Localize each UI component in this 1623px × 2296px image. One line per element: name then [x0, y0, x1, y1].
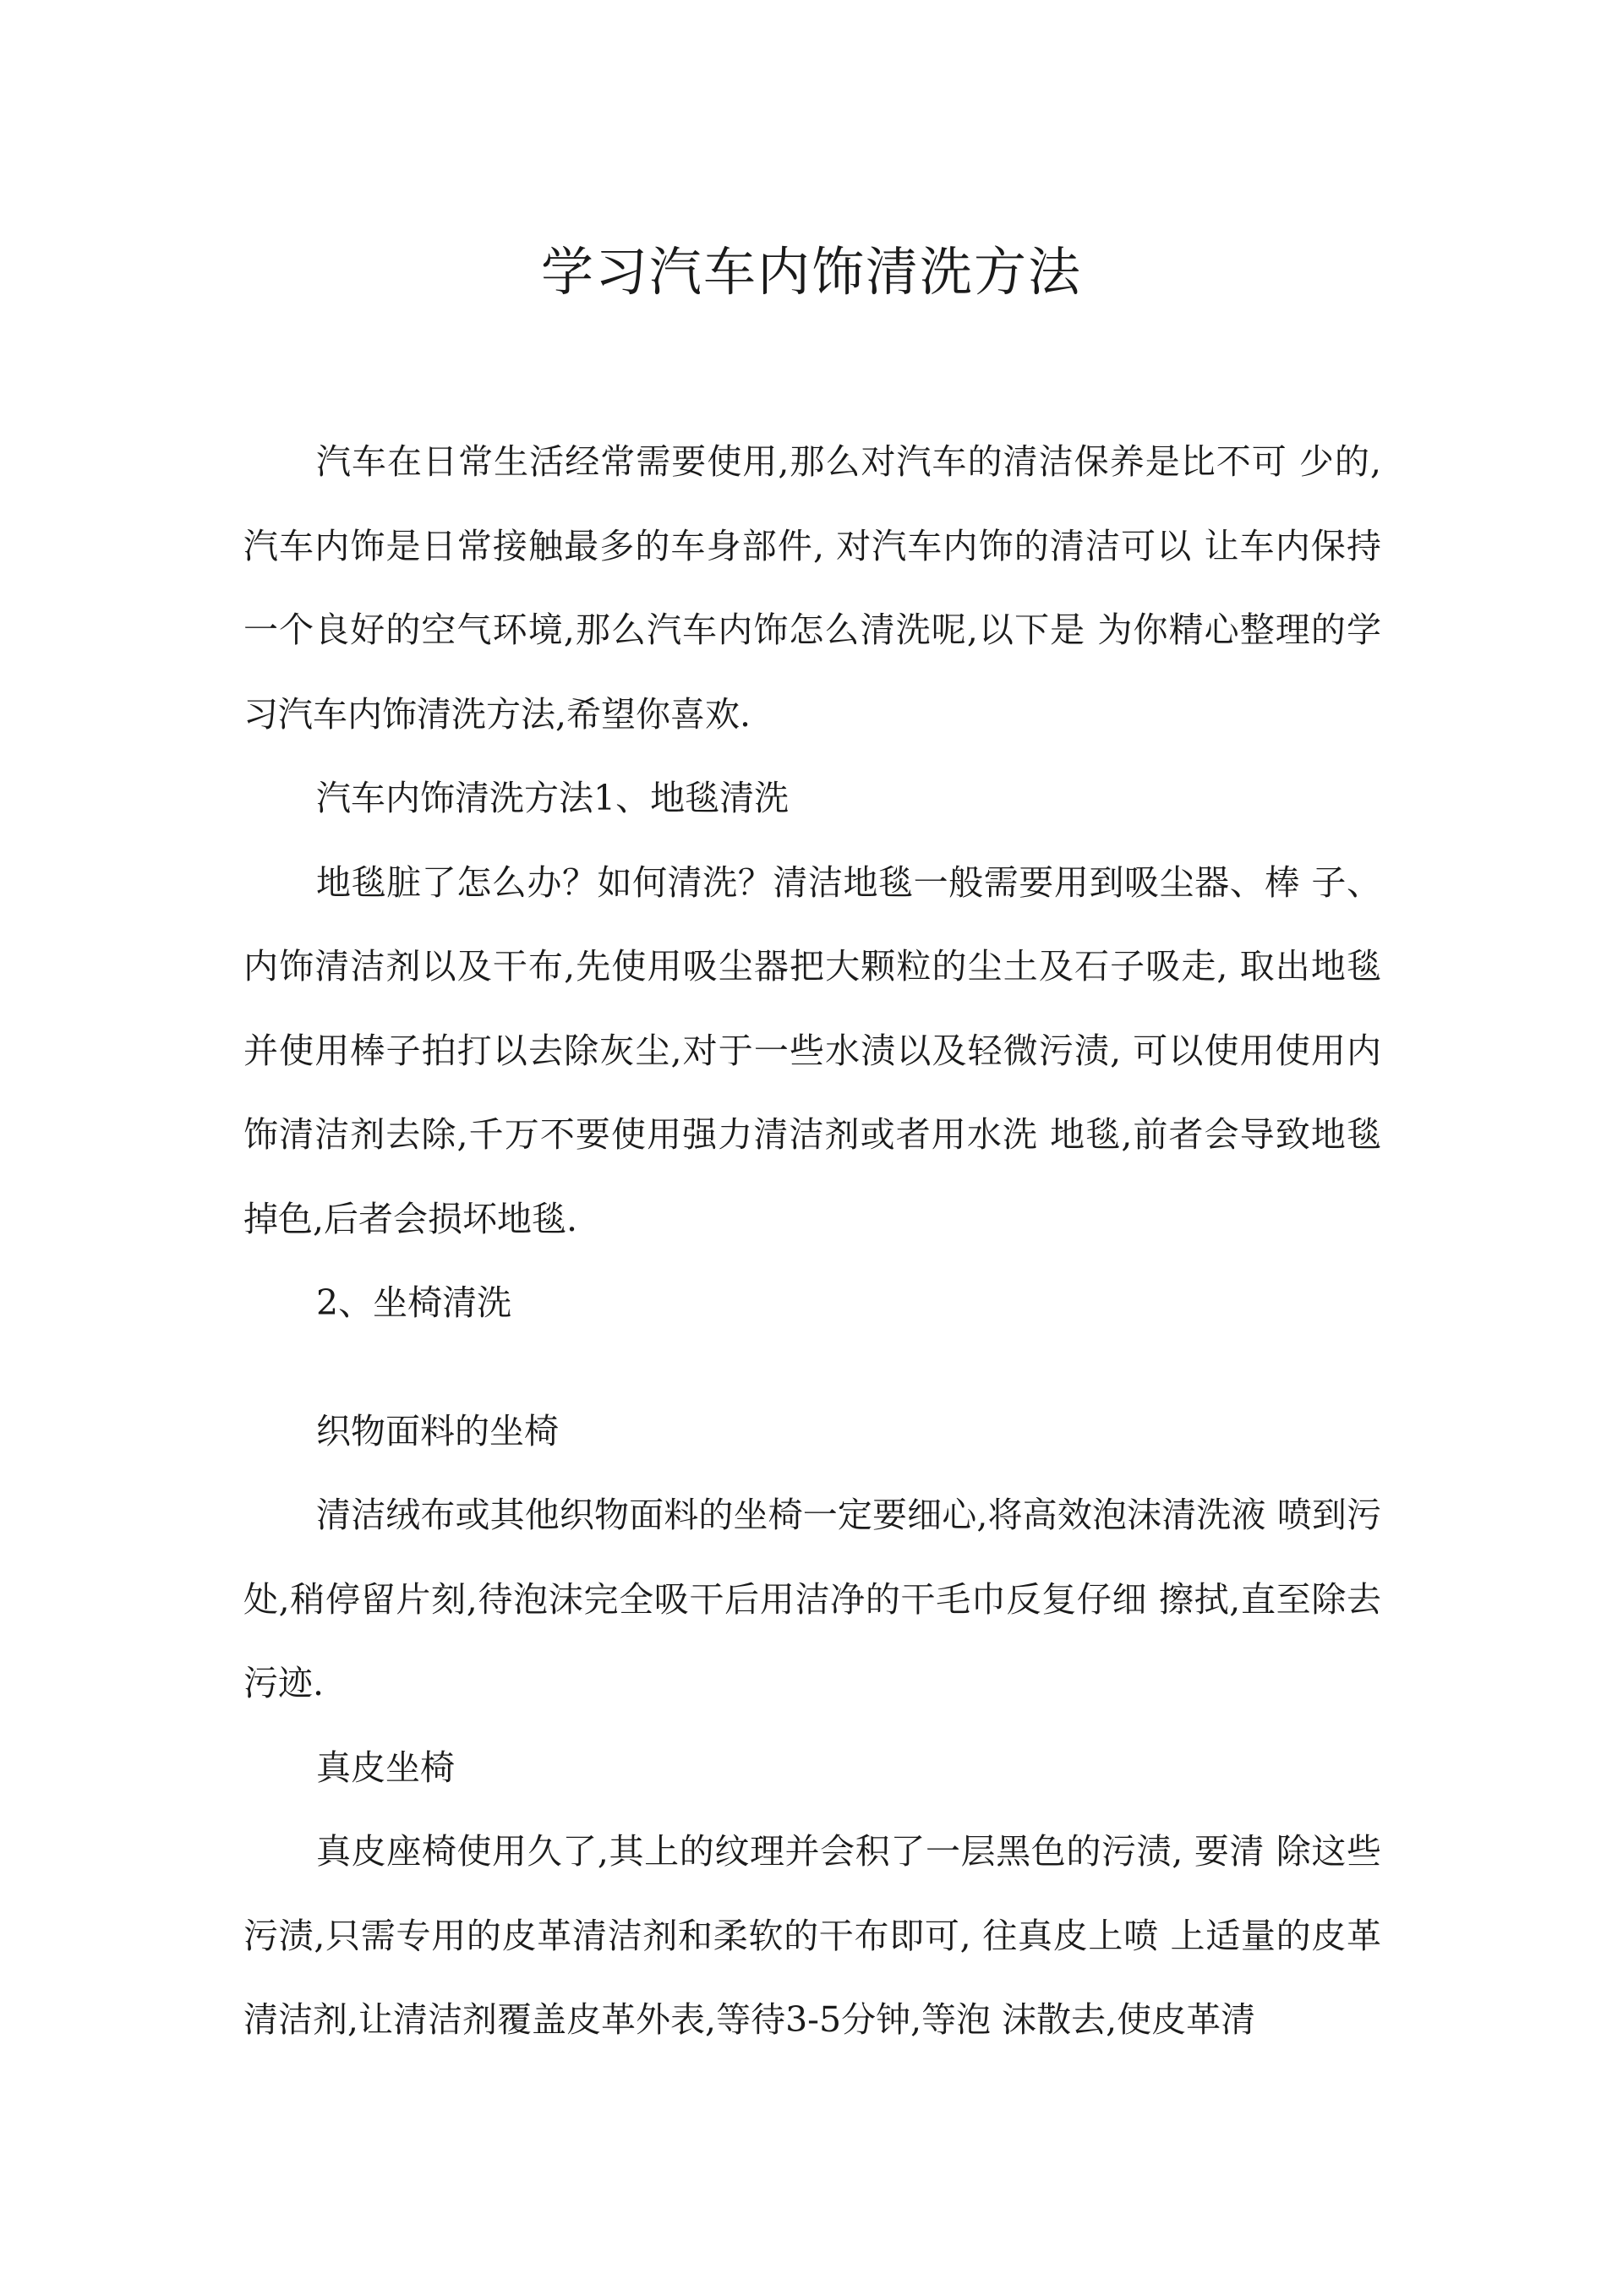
leather-seat-paragraph: 真皮座椅使用久了,其上的纹理并会积了一层黑色的污渍, 要清 除这些污渍,只需专用的皮革清洁剂和柔软的干布即可, 往真皮上喷 上适量的皮革清洁剂,让清洁剂覆盖皮革外表,等待3-5分钟,等泡 沫散去,使皮革清 — [243, 1831, 1381, 2040]
document-title: 学习汽车内饰清洗方法 — [540, 241, 1082, 303]
subheading-fabric-seat: 织物面料的坐椅 — [316, 1410, 559, 1451]
subheading-leather-seat: 真皮坐椅 — [316, 1747, 455, 1788]
section-heading-carpet: 汽车内饰清洗方法1、地毯清洗 — [316, 778, 790, 818]
document-body — [243, 420, 1381, 2063]
section-heading-seat: 2、坐椅清洗 — [316, 1282, 512, 1323]
intro-paragraph: 汽车在日常生活经常需要使用,那么对汽车的清洁保养是比不可 少的,汽车内饰是日常接触最多的车身部件, 对汽车内饰的清洁可以 让车内保持一个良好的空气环境,那么汽车内饰怎么清洗呢,以下是 为你精心整理的学习汽车内饰清洗方法,希望你喜欢. — [243, 441, 1381, 735]
carpet-paragraph: 地毯脏了怎么办？如何清洗？清洁地毯一般需要用到吸尘器、棒 子、内饰清洁剂以及干布,先使用吸尘器把大颗粒的尘土及石子吸走, 取出地毯并使用棒子拍打以去除灰尘,对于一些水渍以及轻微污渍, 可以使用使用内饰清洁剂去除,千万不要使用强力清洁剂或者用水洗 地毯,前者会导致地毯掉色,后者会损坏地毯. — [243, 861, 1381, 1239]
fabric-seat-paragraph: 清洁绒布或其他织物面料的坐椅一定要细心,将高效泡沫清洗液 喷到污处,稍停留片刻,待泡沫完全吸干后用洁净的干毛巾反复仔细 擦拭,直至除去污迹. — [243, 1495, 1381, 1703]
